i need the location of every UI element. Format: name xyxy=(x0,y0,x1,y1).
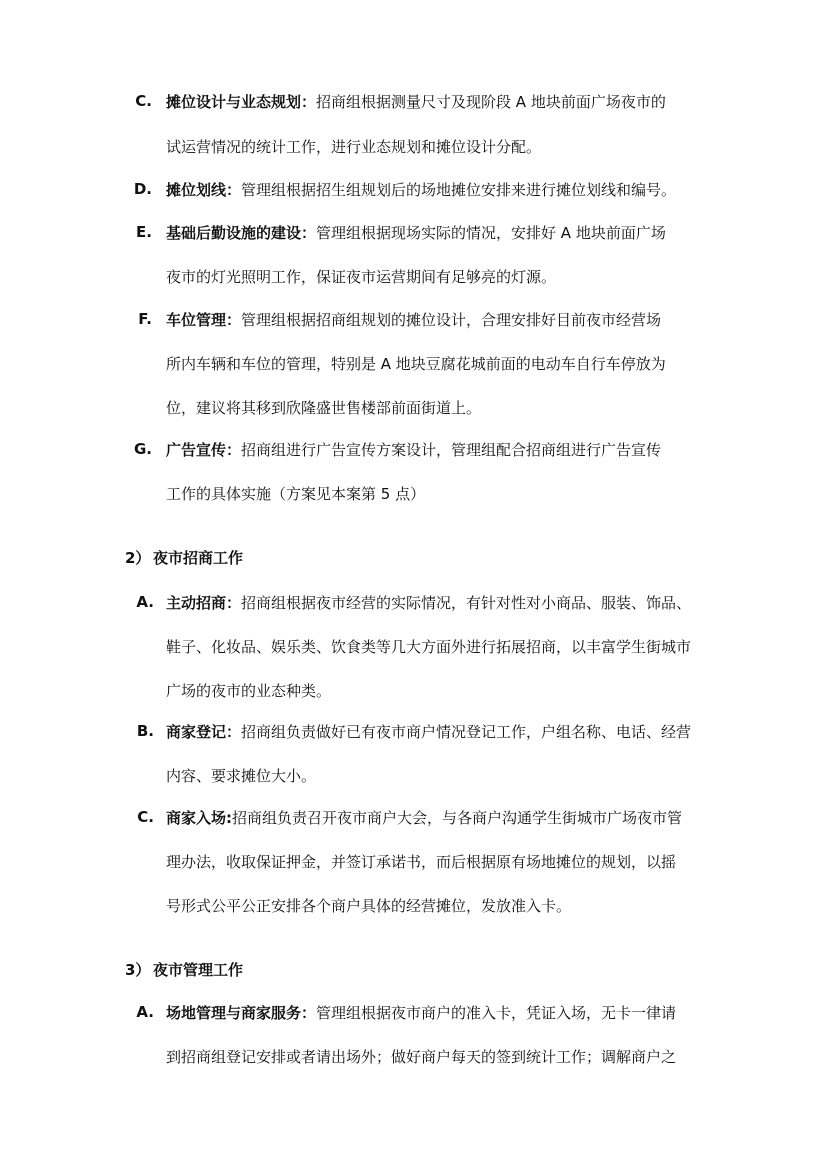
item-continuation-line: 鞋子、化妆品、娱乐类、饮食类等几大方面外进行拓展招商，以丰富学生街城市 xyxy=(166,638,692,656)
item-marker: E. xyxy=(136,223,152,241)
section-title: 夜市招商工作 xyxy=(153,549,244,567)
item-continuation-line: 工作的具体实施（方案见本案第 5 点） xyxy=(166,485,426,503)
item-text: 招商组负责召开夜市商户大会，与各商户沟通学生街城市广场夜市管 xyxy=(232,809,683,827)
item-continuation-line: 广场的夜市的业态种类。 xyxy=(166,682,332,700)
item-first-line xyxy=(166,593,691,613)
item-text: 招商组进行广告宣传方案设计，管理组配合招商组进行广告宣传 xyxy=(241,441,662,459)
item-title: 场地管理与商家服务： xyxy=(166,1004,317,1022)
item-title: 广告宣传： xyxy=(166,441,242,459)
item-title: 主动招商： xyxy=(166,594,242,612)
item-first-line xyxy=(166,92,666,112)
item-title: 摊位设计与业态规划： xyxy=(166,93,317,111)
item-text: 管理组根据招商组规划的摊位设计，合理安排好目前夜市经营场 xyxy=(241,311,662,329)
item-first-line xyxy=(166,223,666,243)
item-continuation-line: 号形式公平公正安排各个商户具体的经营摊位，发放准入卡。 xyxy=(166,897,572,915)
item-first-line xyxy=(166,440,661,460)
item-marker: C. xyxy=(137,808,154,826)
item-first-line xyxy=(166,1003,676,1023)
item-marker: D. xyxy=(133,180,152,198)
item-text: 招商组负责做好已有夜市商户情况登记工作，户组名称、电话、经营 xyxy=(241,723,692,741)
item-continuation-line: 试运营情况的统计工作，进行业态规划和摊位设计分配。 xyxy=(166,138,542,156)
item-title: 摊位划线： xyxy=(166,181,242,199)
item-text: 管理组根据现场实际的情况，安排好 A 地块前面广场 xyxy=(316,224,666,242)
item-title: 车位管理： xyxy=(166,311,242,329)
item-text: 管理组根据招生组规划后的场地摊位安排来进行摊位划线和编号。 xyxy=(241,181,677,199)
item-text: 招商组根据测量尺寸及现阶段 A 地块前面广场夜市的 xyxy=(316,93,666,111)
section-number: 3） xyxy=(125,961,151,979)
item-first-line xyxy=(166,808,682,828)
section-title: 夜市管理工作 xyxy=(153,961,244,979)
item-marker: B. xyxy=(136,722,154,740)
item-continuation-line: 到招商组登记安排或者请出场外；做好商户每天的签到统计工作；调解商户之 xyxy=(166,1048,677,1066)
item-title: 基础后勤设施的建设： xyxy=(166,224,317,242)
item-marker: C. xyxy=(135,92,152,110)
item-text: 管理组根据夜市商户的准入卡，凭证入场，无卡一律请 xyxy=(316,1004,677,1022)
item-continuation-line: 理办法，收取保证押金，并签订承诺书，而后根据原有场地摊位的规划，以摇 xyxy=(166,853,677,871)
item-first-line xyxy=(166,180,676,200)
item-marker: A. xyxy=(136,1003,154,1021)
item-marker: F. xyxy=(138,310,152,328)
item-marker: G. xyxy=(133,440,152,458)
item-title: 商家入场: xyxy=(166,809,232,827)
item-continuation-line: 夜市的灯光照明工作，保证夜市运营期间有足够亮的灯源。 xyxy=(166,268,557,286)
item-text: 招商组根据夜市经营的实际情况，有针对性对小商品、服装、饰品、 xyxy=(241,594,692,612)
item-continuation-line: 位，建议将其移到欣隆盛世售楼部前面街道上。 xyxy=(166,399,482,417)
section-heading-3 xyxy=(125,960,243,980)
item-first-line xyxy=(166,310,661,330)
section-heading-2 xyxy=(125,548,243,568)
item-title: 商家登记： xyxy=(166,723,242,741)
item-marker: A. xyxy=(136,593,154,611)
item-continuation-line: 所内车辆和车位的管理，特别是 A 地块豆腐花城前面的电动车自行车停放为 xyxy=(166,355,666,373)
item-continuation-line: 内容、要求摊位大小。 xyxy=(166,767,317,785)
section-number: 2） xyxy=(125,549,151,567)
item-first-line xyxy=(166,722,691,742)
